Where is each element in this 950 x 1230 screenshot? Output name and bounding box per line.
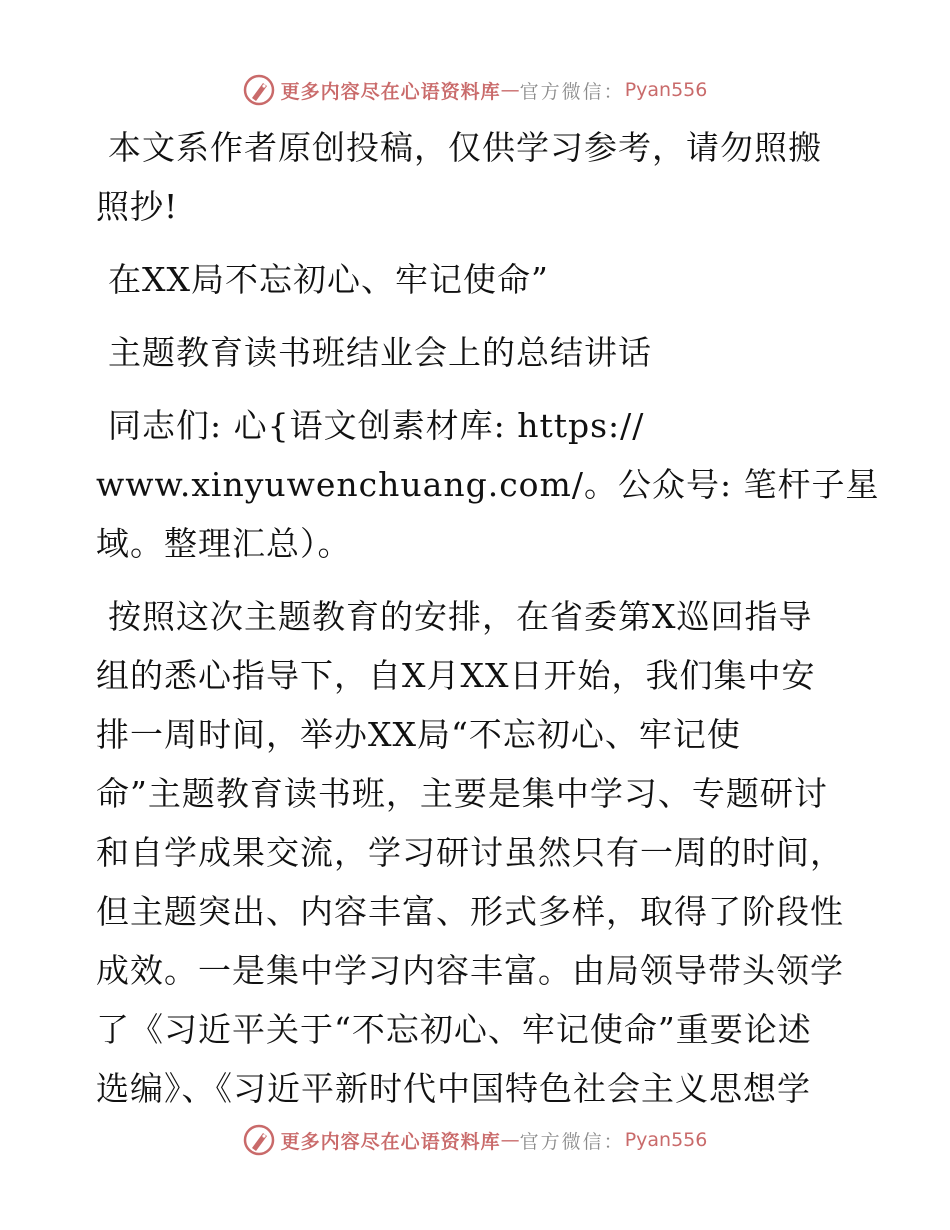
body-line-1: 按照这次主题教育的安排，在省委第X巡回指导 xyxy=(108,597,813,636)
banner-main-text: 更多内容尽在心语资料库 xyxy=(280,80,501,103)
body-line-7: 成效。一是集中学习内容丰富。由局领导带头领学 xyxy=(96,951,844,990)
banner-wechat-id: Pyan556 xyxy=(624,79,708,101)
banner-dash: — xyxy=(500,79,520,101)
banner-official-label: 官方微信： xyxy=(519,80,625,103)
body-line-9: 选编》、《习近平新时代中国特色社会主义思想学 xyxy=(96,1069,811,1108)
body-line-5: 和自学成果交流，学习研讨虽然只有一周的时间， xyxy=(96,833,844,872)
body-line-2: 组的悉心指导下，自X月XX日开始，我们集中安 xyxy=(96,656,816,695)
disclaimer-line-1: 本文系作者原创投稿，仅供学习参考，请勿照搬 xyxy=(108,128,822,167)
banner-dash: — xyxy=(500,1129,520,1151)
header-banner xyxy=(0,70,950,110)
banner-official-label: 官方微信： xyxy=(519,1130,625,1153)
banner-wechat-id: Pyan556 xyxy=(624,1129,708,1151)
pen-nib-logo-icon xyxy=(243,1124,275,1156)
greeting-line-3: 域。整理汇总）。 xyxy=(96,524,352,563)
banner-main-text: 更多内容尽在心语资料库 xyxy=(280,1130,501,1153)
pen-nib-logo-icon xyxy=(243,74,275,106)
body-line-3: 排一周时间，举办XX局“不忘初心、牢记使 xyxy=(96,715,741,754)
greeting-line-1: 同志们: 心{语文创素材库: https:// xyxy=(108,406,645,445)
body-line-8: 了《习近平关于“不忘初心、牢记使命”重要论述 xyxy=(96,1010,812,1049)
disclaimer-line-2: 照抄! xyxy=(96,187,179,226)
body-line-6: 但主题突出、内容丰富、形式多样，取得了阶段性 xyxy=(96,892,844,931)
title-line-1: 在XX局不忘初心、牢记使命” xyxy=(108,260,549,299)
body-line-4: 命”主题教育读书班，主要是集中学习、专题研讨 xyxy=(96,774,828,813)
title-line-2: 主题教育读书班结业会上的总结讲话 xyxy=(108,333,652,372)
footer-banner xyxy=(0,1120,950,1160)
document-body xyxy=(96,118,880,1118)
greeting-line-2: www.xinyuwenchuang.com/。公众号: 笔杆子星 xyxy=(96,465,880,504)
